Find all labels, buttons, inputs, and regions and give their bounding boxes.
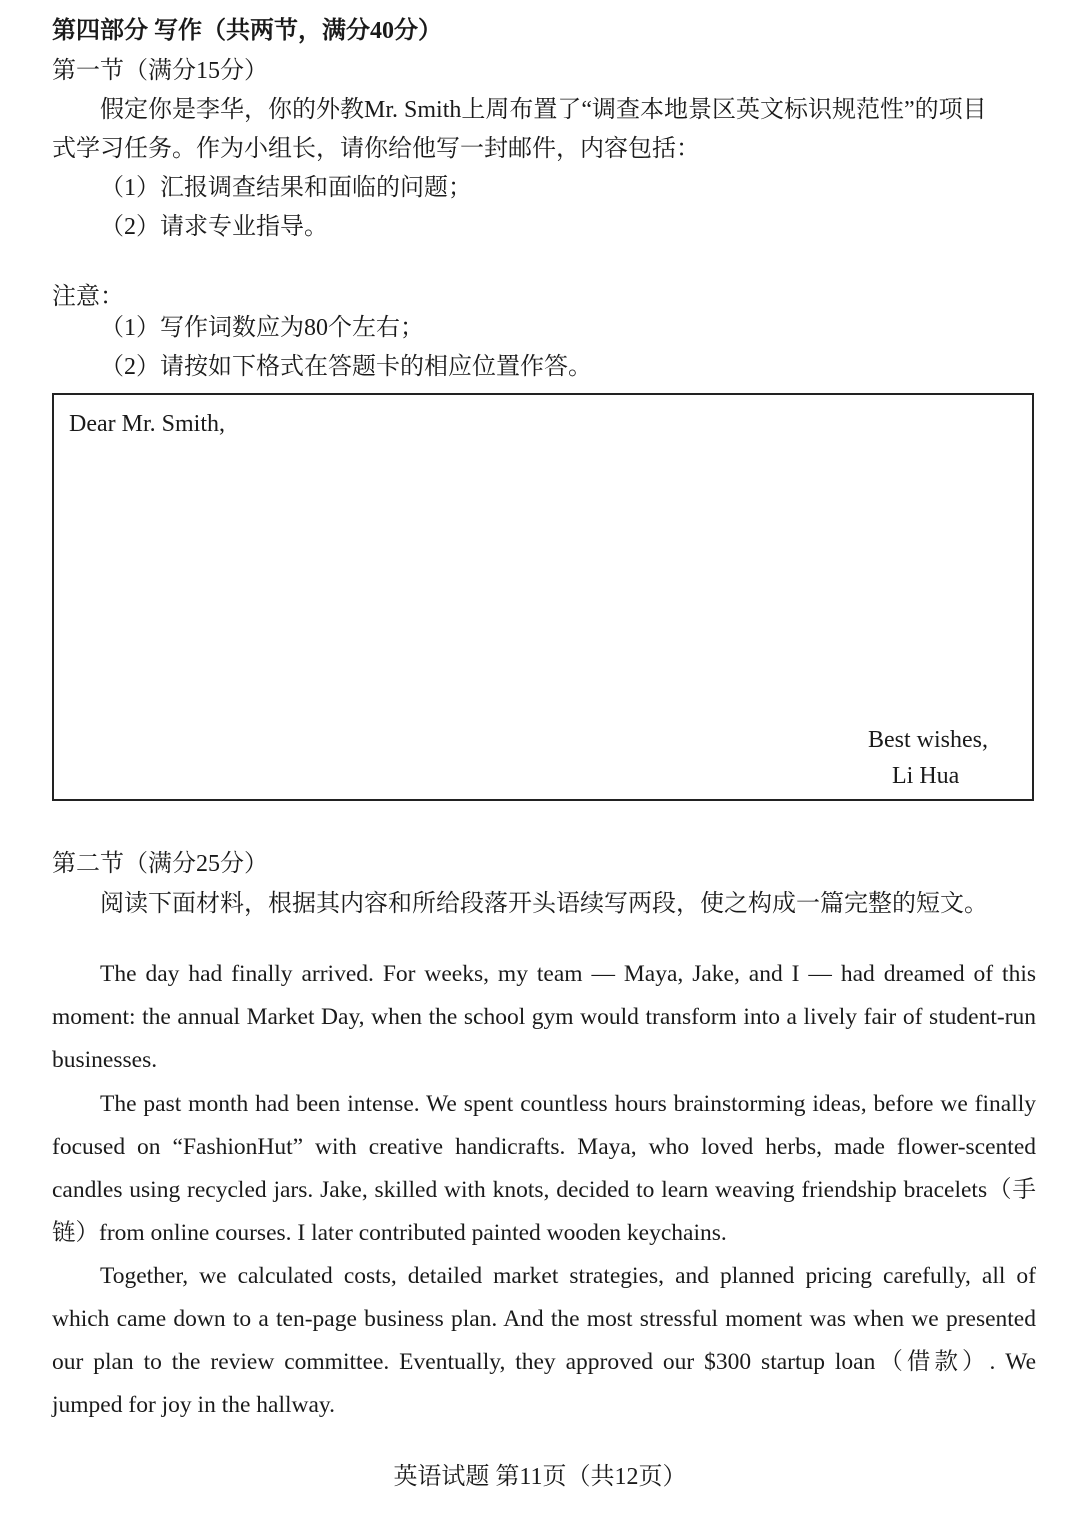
letter-signature: Li Hua xyxy=(892,763,960,789)
note1: （1）写作词数应为80个左右； xyxy=(100,315,424,341)
story-paragraph-2: The past month had been intense. We spent countless hours brainstorming ideas, before we finally focused on “FashionHut” with creative handicrafts. Maya, who loved herbs, made flower-scented candles using recycled jars. Jake, skilled with knots, decided to learn weaving friendship bracelets（手链）from online courses. I later contributed painted wooden keychains. xyxy=(52,1091,1036,1246)
page-footer: 英语试题 第11页（共12页） xyxy=(393,1464,687,1490)
story-paragraph-3: Together, we calculated costs, detailed market strategies, and planned pricing carefully, all of which came down to a ten-page business plan. And the most stressful moment was when we presented our plan to the review committee. Eventually, they approved our $300 startup loan（借款）. We jumped for joy in the hallway. xyxy=(52,1263,1036,1418)
letter-closing: Best wishes, xyxy=(868,727,988,753)
section1-point2: （2）请求专业指导。 xyxy=(100,214,328,240)
section1-heading: 第一节（满分15分） xyxy=(52,58,268,84)
section1-point1: （1）汇报调查结果和面临的问题； xyxy=(100,175,472,201)
note2: （2）请按如下格式在答题卡的相应位置作答。 xyxy=(100,354,592,380)
letter-answer-box xyxy=(52,393,1034,801)
section1-prompt-line2: 式学习任务。作为小组长，请你给他写一封邮件，内容包括： xyxy=(52,136,700,162)
section2-instruction: 阅读下面材料，根据其内容和所给段落开头语续写两段，使之构成一篇完整的短文。 xyxy=(100,891,988,917)
part-heading: 第四部分 写作（共两节，满分40分） xyxy=(52,18,442,44)
section1-prompt-line1: 假定你是李华，你的外教Mr. Smith上周布置了“调查本地景区英文标识规范性”的项目 xyxy=(100,97,987,123)
story-paragraph-1: The day had finally arrived. For weeks, my team — Maya, Jake, and I — had dreamed of this moment: the annual Market Day, when the school gym would transform into a lively fair of student-run businesses. xyxy=(52,961,1036,1073)
section2-heading: 第二节（满分25分） xyxy=(52,851,268,877)
letter-greeting: Dear Mr. Smith, xyxy=(69,411,225,437)
notes-heading: 注意： xyxy=(52,284,124,310)
